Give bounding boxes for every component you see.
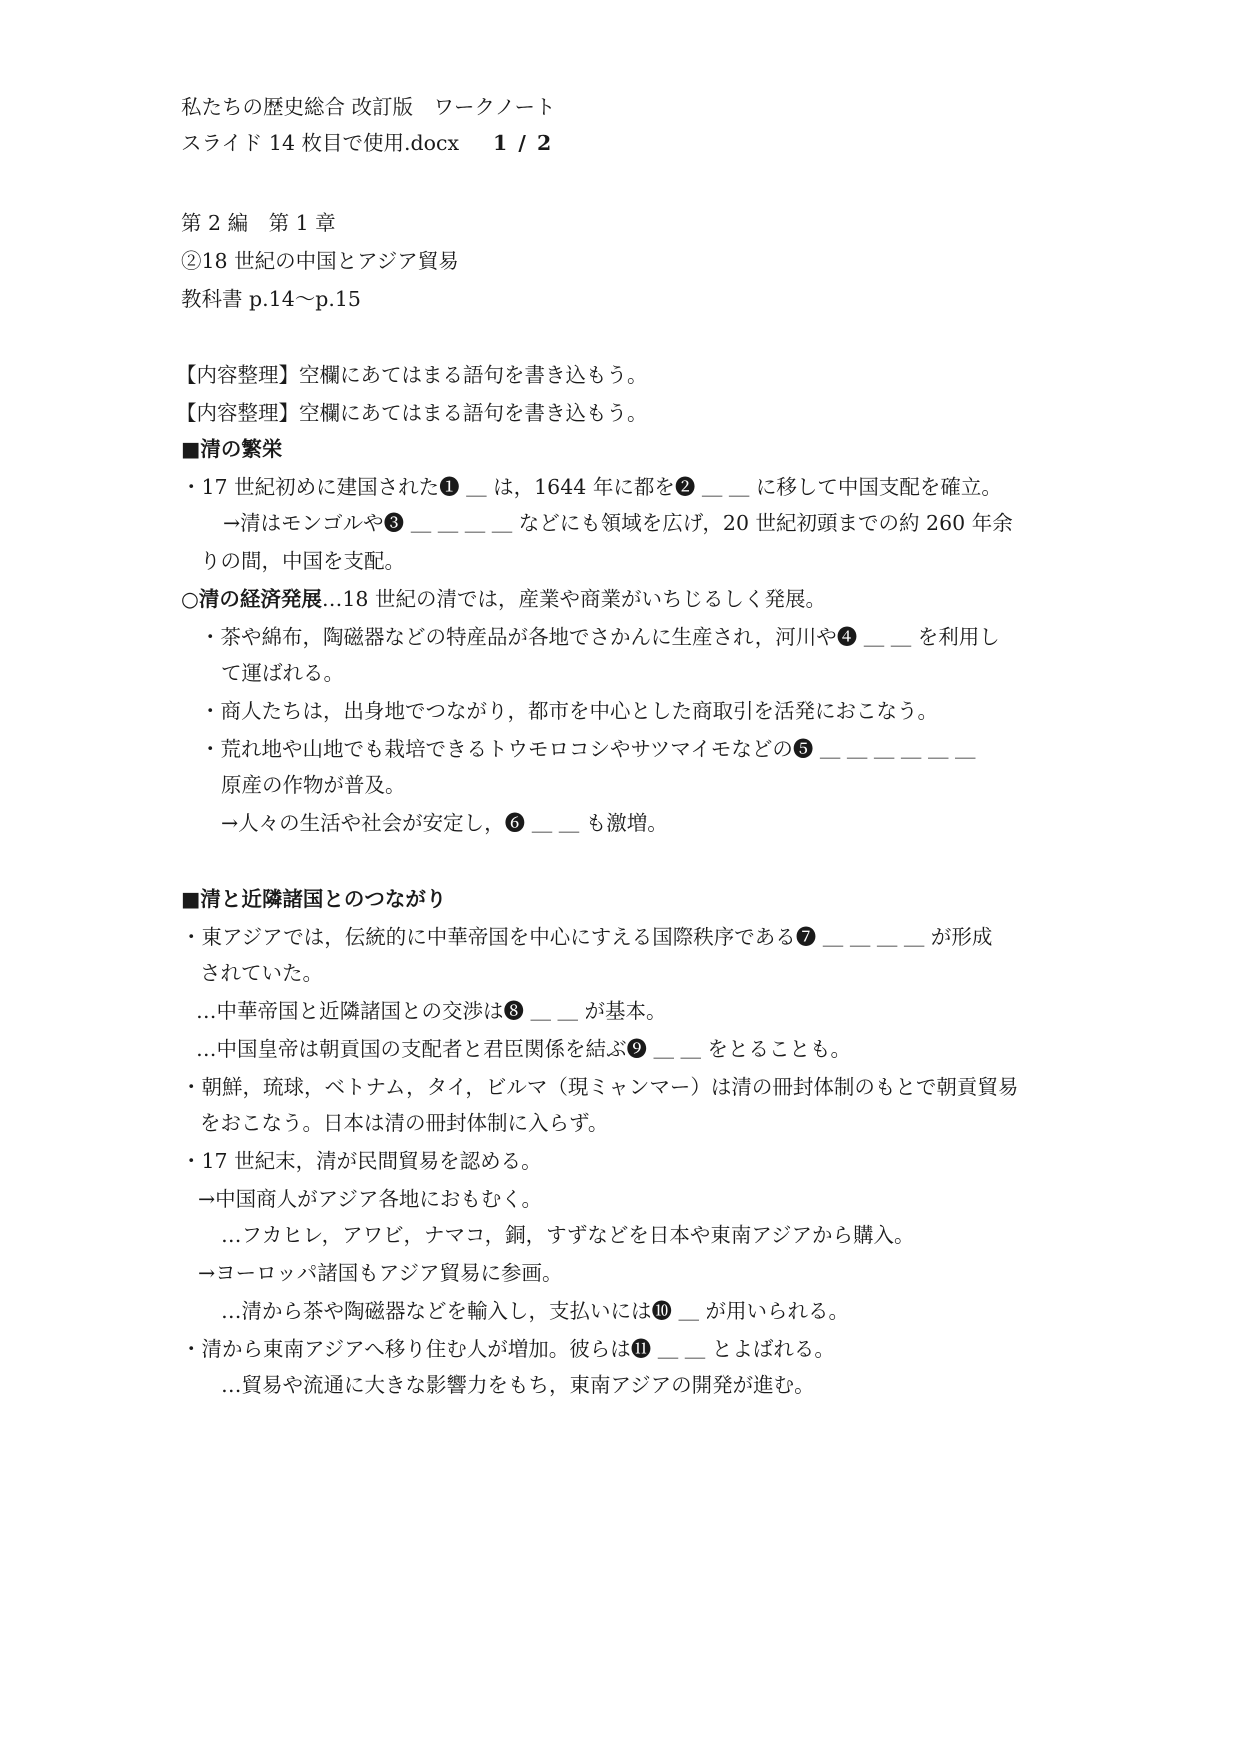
- worksheet-line: →清はモンゴルや❸ ＿ ＿ ＿ ＿ などにも領域を広げ，20 世紀初頭までの約 260 年余: [223, 511, 1013, 535]
- worksheet-line: ・17 世紀末，清が民間貿易を認める。: [181, 1149, 542, 1173]
- worksheet-line: されていた。: [200, 961, 323, 985]
- worksheet-line: ・朝鮮，琉球，ベトナム，タイ，ビルマ（現ミャンマー）は清の冊封体制のもとで朝貢貿易: [181, 1075, 1019, 1099]
- worksheet-line: ・茶や綿布，陶磁器などの特産品が各地でさかんに生産され，河川や❹ ＿ ＿ を利用し: [200, 625, 1000, 649]
- worksheet-line: て運ばれる。: [221, 661, 344, 685]
- instruction-line-1: 【内容整理】空欄にあてはまる語句を書き込もう。: [176, 363, 648, 387]
- worksheet-line: …中国皇帝は朝貢国の支配者と君臣関係を結ぶ❾ ＿ ＿ をとることも。: [196, 1037, 852, 1061]
- worksheet-line: …清から茶や陶磁器などを輸入し，支払いには❿ ＿ が用いられる。: [221, 1299, 850, 1323]
- worksheet-line: …フカヒレ，アワビ，ナマコ，銅，すずなどを日本や東南アジアから購入。: [221, 1223, 915, 1247]
- worksheet-line: ・17 世紀初めに建国された❶ ＿ は，1644 年に都を❷ ＿ ＿ に移して中国支配を確立。: [181, 475, 1002, 499]
- worksheet-line: …18 世紀の清では，産業や商業がいちじるしく発展。: [321, 587, 826, 611]
- chapter-label: 第 2 編 第 1 章: [181, 211, 336, 235]
- worksheet-line: →中国商人がアジア各地におもむく。: [198, 1187, 542, 1211]
- file-name: スライド 14 枚目で使用.docx: [181, 131, 460, 155]
- subheading-line: [181, 584, 1070, 614]
- worksheet-line: →人々の生活や社会が安定し，❻ ＿ ＿ も激増。: [221, 811, 668, 835]
- subheading-economic-development: ○清の経済発展: [181, 587, 322, 611]
- worksheet-line: をおこなう。日本は清の冊封体制に入らず。: [200, 1111, 609, 1135]
- instruction-line-2: 【内容整理】空欄にあてはまる語句を書き込もう。: [176, 401, 648, 425]
- worksheet-line: ・荒れ地や山地でも栽培できるトウモロコシやサツマイモなどの❺ ＿ ＿ ＿ ＿ ＿ ＿: [200, 737, 976, 761]
- file-info: [181, 128, 1070, 158]
- section-heading-qing-prosperity: ■清の繁栄: [181, 437, 283, 461]
- worksheet-line: →ヨーロッパ諸国もアジア貿易に参画。: [198, 1261, 563, 1285]
- worksheet-line: …中華帝国と近隣諸国との交渉は❽ ＿ ＿ が基本。: [196, 999, 667, 1023]
- worksheet-line: ・東アジアでは，伝統的に中華帝国を中心にすえる国際秩序である❼ ＿ ＿ ＿ ＿ が形成: [181, 925, 993, 949]
- section-title: ②18 世紀の中国とアジア貿易: [181, 249, 459, 273]
- worksheet-line: ・清から東南アジアへ移り住む人が増加。彼らは⓫ ＿ ＿ とよばれる。: [181, 1337, 835, 1361]
- page-indicator: 1 / 2: [493, 131, 554, 155]
- section-heading-neighbor-relations: ■清と近隣諸国とのつながり: [181, 887, 447, 911]
- worksheet-line: …貿易や流通に大きな影響力をもち，東南アジアの開発が進む。: [221, 1373, 815, 1397]
- worksheet-line: りの間，中国を支配。: [200, 549, 405, 573]
- worksheet-line: ・商人たちは，出身地でつながり，都市を中心とした商取引を活発におこなう。: [200, 699, 938, 723]
- document-title: 私たちの歴史総合 改訂版 ワークノート: [181, 95, 556, 119]
- worksheet-line: 原産の作物が普及。: [221, 773, 406, 797]
- textbook-pages: 教科書 p.14〜p.15: [181, 287, 361, 311]
